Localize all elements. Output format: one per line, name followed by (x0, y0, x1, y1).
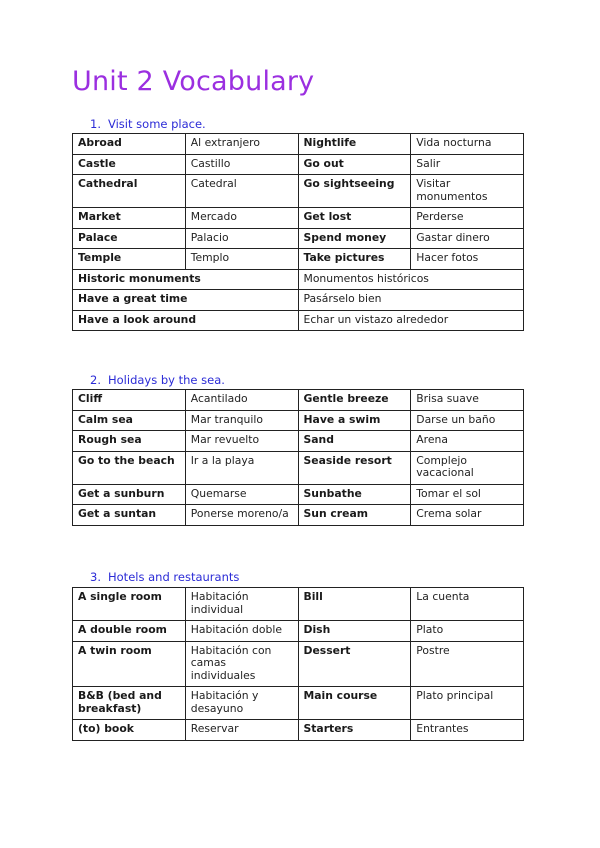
spanish-translation: Habitación y desayuno (185, 687, 298, 720)
spanish-translation: Catedral (185, 175, 298, 208)
spanish-translation: Templo (185, 249, 298, 270)
spanish-translation: Perderse (411, 208, 524, 229)
table-row (73, 687, 524, 720)
english-term: Calm sea (73, 410, 186, 431)
english-term: B&B (bed and breakfast) (73, 687, 186, 720)
english-term: Take pictures (298, 249, 411, 270)
table-row (73, 134, 524, 155)
spanish-translation: Vida nocturna (411, 134, 524, 155)
english-term: A double room (73, 621, 186, 642)
vocab-table-hotels (72, 587, 524, 741)
table-row (73, 621, 524, 642)
spanish-translation: Entrantes (411, 720, 524, 741)
spanish-translation: Plato principal (411, 687, 524, 720)
spanish-translation: Mar revuelto (185, 431, 298, 452)
spanish-translation: Tomar el sol (411, 484, 524, 505)
english-term: Castle (73, 154, 186, 175)
section-heading-holidays (90, 373, 225, 387)
table-row (73, 641, 524, 687)
english-term: Sand (298, 431, 411, 452)
table-row (73, 431, 524, 452)
table-row (73, 249, 524, 270)
spanish-translation: Ir a la playa (185, 451, 298, 484)
spanish-phrase: Echar un vistazo alrededor (298, 310, 524, 331)
spanish-translation: La cuenta (411, 588, 524, 621)
spanish-translation: Acantilado (185, 390, 298, 411)
spanish-translation: Palacio (185, 228, 298, 249)
english-term: Dessert (298, 641, 411, 687)
spanish-translation: Habitación doble (185, 621, 298, 642)
english-term: Market (73, 208, 186, 229)
english-term: Get lost (298, 208, 411, 229)
spanish-translation: Castillo (185, 154, 298, 175)
spanish-translation: Plato (411, 621, 524, 642)
spanish-translation: Crema solar (411, 505, 524, 526)
table-row (73, 410, 524, 431)
table-row (73, 720, 524, 741)
spanish-translation: Darse un baño (411, 410, 524, 431)
table-row (73, 154, 524, 175)
table-row (73, 175, 524, 208)
english-term: Get a sunburn (73, 484, 186, 505)
english-term: Palace (73, 228, 186, 249)
table-row (73, 588, 524, 621)
section-number: 1. (90, 117, 101, 131)
table-row (73, 505, 524, 526)
english-term: A twin room (73, 641, 186, 687)
table-row (73, 484, 524, 505)
english-term: Dish (298, 621, 411, 642)
english-term: Abroad (73, 134, 186, 155)
spanish-phrase: Monumentos históricos (298, 269, 524, 290)
spanish-translation: Quemarse (185, 484, 298, 505)
spanish-translation: Complejo vacacional (411, 451, 524, 484)
spanish-translation: Ponerse moreno/a (185, 505, 298, 526)
spanish-phrase: Pasárselo bien (298, 290, 524, 311)
spanish-translation: Mar tranquilo (185, 410, 298, 431)
section-title: Hotels and restaurants (108, 570, 240, 584)
english-phrase: Have a look around (73, 310, 299, 331)
spanish-translation: Habitación con camas individuales (185, 641, 298, 687)
spanish-translation: Brisa suave (411, 390, 524, 411)
spanish-translation: Mercado (185, 208, 298, 229)
spanish-translation: Salir (411, 154, 524, 175)
table-row-wide (73, 310, 524, 331)
spanish-translation: Arena (411, 431, 524, 452)
english-term: (to) book (73, 720, 186, 741)
english-term: Go to the beach (73, 451, 186, 484)
section-heading-visit (90, 117, 206, 131)
table-row (73, 451, 524, 484)
english-term: Starters (298, 720, 411, 741)
table-row (73, 208, 524, 229)
spanish-translation: Reservar (185, 720, 298, 741)
english-phrase: Historic monuments (73, 269, 299, 290)
spanish-translation: Al extranjero (185, 134, 298, 155)
vocab-table-holidays (72, 389, 524, 526)
english-term: A single room (73, 588, 186, 621)
table-row-wide (73, 290, 524, 311)
section-heading-hotels (90, 570, 239, 584)
english-term: Spend money (298, 228, 411, 249)
english-term: Have a swim (298, 410, 411, 431)
english-term: Go out (298, 154, 411, 175)
english-phrase: Have a great time (73, 290, 299, 311)
english-term: Sun cream (298, 505, 411, 526)
english-term: Cliff (73, 390, 186, 411)
spanish-translation: Hacer fotos (411, 249, 524, 270)
page-title: Unit 2 Vocabulary (72, 66, 315, 97)
spanish-translation: Visitar monumentos (411, 175, 524, 208)
table-row (73, 390, 524, 411)
vocab-table-visit (72, 133, 524, 331)
spanish-translation: Habitación individual (185, 588, 298, 621)
english-term: Gentle breeze (298, 390, 411, 411)
table-row-wide (73, 269, 524, 290)
english-term: Cathedral (73, 175, 186, 208)
section-number: 3. (90, 570, 101, 584)
english-term: Go sightseeing (298, 175, 411, 208)
english-term: Bill (298, 588, 411, 621)
table-row (73, 228, 524, 249)
spanish-translation: Gastar dinero (411, 228, 524, 249)
section-title: Visit some place. (108, 117, 206, 131)
english-term: Temple (73, 249, 186, 270)
section-number: 2. (90, 373, 101, 387)
english-term: Sunbathe (298, 484, 411, 505)
english-term: Nightlife (298, 134, 411, 155)
spanish-translation: Postre (411, 641, 524, 687)
english-term: Seaside resort (298, 451, 411, 484)
section-title: Holidays by the sea. (108, 373, 225, 387)
english-term: Main course (298, 687, 411, 720)
english-term: Rough sea (73, 431, 186, 452)
english-term: Get a suntan (73, 505, 186, 526)
